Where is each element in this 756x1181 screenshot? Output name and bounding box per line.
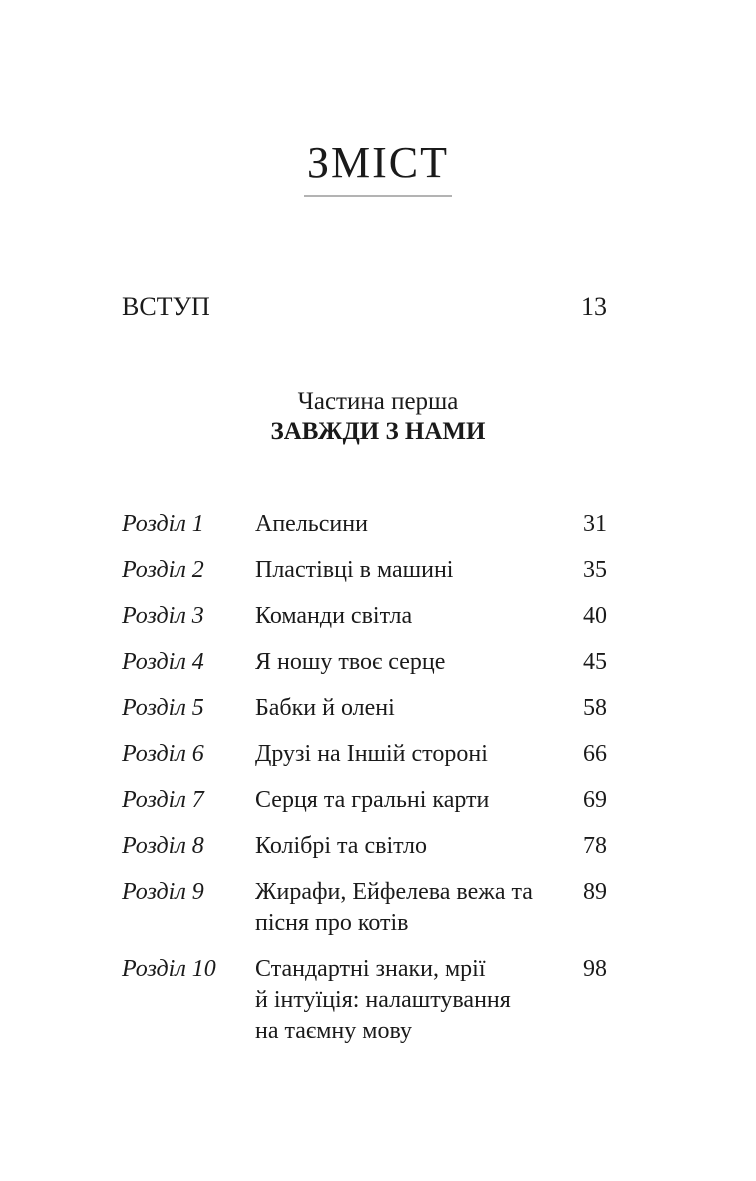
chapter-label: Розділ 7 bbox=[122, 786, 204, 813]
chapter-title-line: пісня про котів bbox=[255, 909, 409, 936]
chapter-page-number: 31 bbox=[583, 510, 607, 537]
toc-entry bbox=[122, 831, 607, 862]
chapter-title-line: Команди світла bbox=[255, 602, 413, 629]
chapter-title-line: Пластівці в машині bbox=[255, 556, 454, 583]
chapter-page-number: 66 bbox=[583, 740, 607, 767]
chapter-title bbox=[255, 647, 565, 678]
chapter-label: Розділ 9 bbox=[122, 878, 204, 905]
chapter-label: Розділ 4 bbox=[122, 648, 204, 675]
part-title: ЗАВЖДИ З НАМИ bbox=[270, 418, 486, 446]
chapter-title-line: Серця та гральні карти bbox=[255, 786, 490, 813]
chapter-page-number: 98 bbox=[583, 955, 607, 982]
chapter-label: Розділ 2 bbox=[122, 556, 204, 583]
chapter-page-number: 35 bbox=[583, 556, 607, 583]
chapter-title bbox=[255, 739, 565, 770]
chapter-label: Розділ 5 bbox=[122, 694, 204, 721]
intro-section bbox=[0, 293, 756, 322]
intro-label: ВСТУП bbox=[122, 292, 210, 321]
toc-entry bbox=[122, 601, 607, 632]
toc-entry bbox=[122, 785, 607, 816]
chapter-title-line: Жирафи, Ейфелева вежа та bbox=[255, 878, 533, 905]
intro-entry bbox=[122, 293, 607, 322]
chapter-title-line: Друзі на Іншій стороні bbox=[255, 740, 488, 767]
chapter-list bbox=[0, 509, 756, 1047]
toc-entry bbox=[122, 509, 607, 540]
toc-header bbox=[0, 0, 756, 197]
chapter-title bbox=[255, 693, 565, 724]
toc-entry bbox=[122, 555, 607, 586]
chapter-page-number: 40 bbox=[583, 602, 607, 629]
chapter-label: Розділ 10 bbox=[122, 955, 216, 982]
chapter-label: Розділ 1 bbox=[122, 510, 204, 537]
chapter-title-line: на таємну мову bbox=[255, 1017, 412, 1044]
chapter-title-line: Я ношу твоє серце bbox=[255, 648, 446, 675]
chapter-page-number: 69 bbox=[583, 786, 607, 813]
chapter-page-number: 89 bbox=[583, 878, 607, 905]
toc-entry bbox=[122, 693, 607, 724]
chapter-page-number: 78 bbox=[583, 832, 607, 859]
chapter-title bbox=[255, 831, 565, 862]
chapter-title-line: Апельсини bbox=[255, 510, 368, 537]
chapter-title-line: Бабки й олені bbox=[255, 694, 395, 721]
part-heading bbox=[0, 388, 756, 447]
toc-entry bbox=[122, 954, 607, 1047]
chapter-label: Розділ 8 bbox=[122, 832, 204, 859]
toc-entry bbox=[122, 739, 607, 770]
chapter-title bbox=[255, 555, 565, 586]
chapter-title-line: й інтуїція: налаштування bbox=[255, 986, 511, 1013]
chapter-title-line: Колібрі та світло bbox=[255, 832, 427, 859]
chapter-title-line: Стандартні знаки, мрії bbox=[255, 955, 486, 982]
title-underline bbox=[304, 195, 452, 197]
page-title: ЗМІСТ bbox=[306, 138, 450, 187]
chapter-title bbox=[255, 877, 565, 939]
chapter-title bbox=[255, 509, 565, 540]
chapter-page-number: 58 bbox=[583, 694, 607, 721]
intro-page-number: 13 bbox=[581, 292, 607, 321]
chapter-title bbox=[255, 785, 565, 816]
chapter-label: Розділ 6 bbox=[122, 740, 204, 767]
toc-entry bbox=[122, 877, 607, 939]
toc-entry bbox=[122, 647, 607, 678]
chapter-title bbox=[255, 954, 565, 1047]
chapter-page-number: 45 bbox=[583, 648, 607, 675]
part-kicker: Частина перша bbox=[297, 387, 459, 415]
chapter-label: Розділ 3 bbox=[122, 602, 204, 629]
chapter-title bbox=[255, 601, 565, 632]
